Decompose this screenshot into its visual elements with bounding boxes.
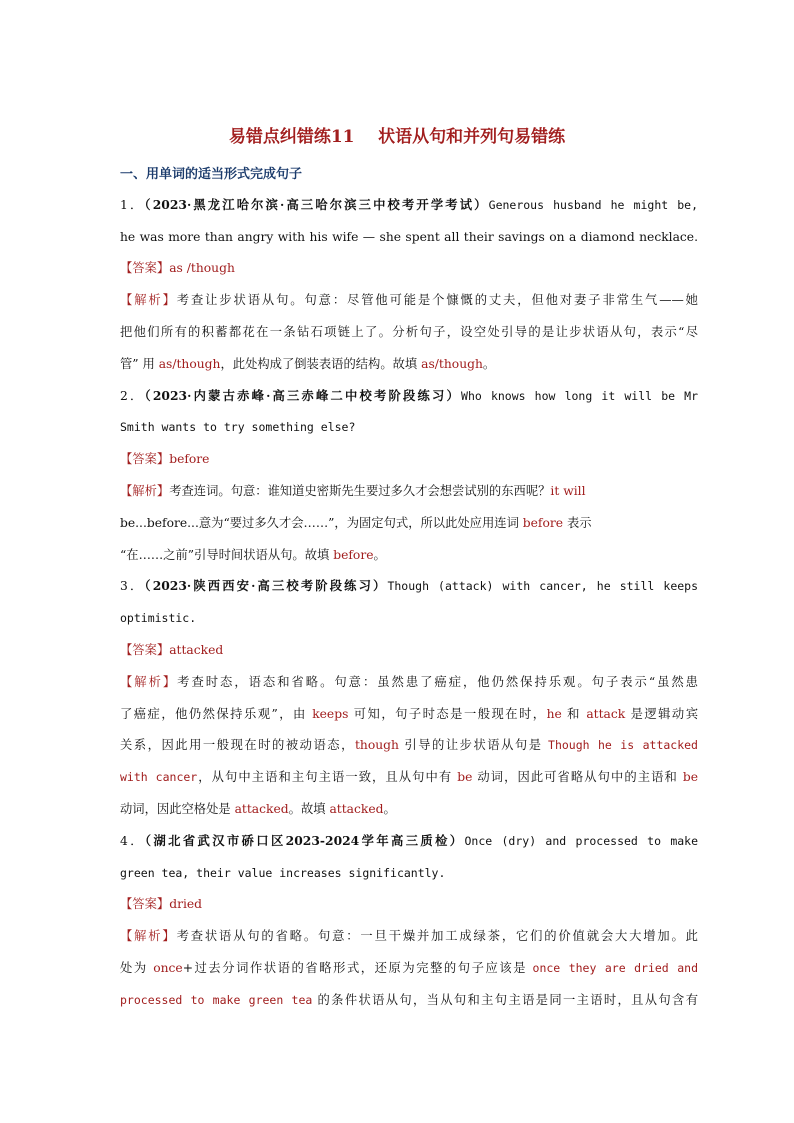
q3-analysis-2: 了癌症，他仍然保持乐观”，由 keeps 可知，句子时态是一般现在时，he 和 attack 是逻辑动宾 (120, 707, 698, 721)
q2-analysis-3: “在……之前”引导时间状语从句。故填 before。 (120, 548, 386, 562)
q1-text-1: Generous husband he might be, (488, 198, 699, 212)
q3-line-1: 3．（2023·陕西西安·高三校考阶段练习）Though (attack) with cancer, he still keeps (120, 578, 699, 593)
q1-line-1: 1．（2023·黑龙江哈尔滨·高三哈尔滨三中校考开学考试）Generous husband he might be, (120, 197, 699, 212)
q3-analysis-4: with cancer，从句中主语和主句主语一致，且从句中有 be 动词，因此可省略从句中的主语和 be (120, 770, 698, 784)
q3-analysis-1: 【解析】考查时态，语态和省略。句意：虽然患了癌症，他仍然保持乐观。句子表示“虽然患 (120, 675, 698, 689)
q2-analysis-2: be...before...意为“要过多久才会……”，为固定句式，所以此处应用连词 before 表示 (120, 516, 592, 530)
q3-line-2: optimistic. (120, 611, 197, 625)
q1-line-2 (120, 228, 698, 246)
section-heading: 一、用单词的适当形式完成句子 (120, 167, 303, 182)
q4-line-2: green tea, their value increases significantly. (120, 866, 446, 880)
q4-source: （湖北省武汉市硚口区2023-2024学年高三质检） (144, 833, 465, 848)
q4-line-1: 4．（湖北省武汉市硚口区2023-2024学年高三质检）Once (dry) and processed to make (120, 833, 699, 848)
q1-source: （2023·黑龙江哈尔滨·高三哈尔滨三中校考开学考试） (144, 197, 489, 212)
q3-analysis-5: 动词，因此空格处是 attacked。故填 attacked。 (120, 802, 396, 816)
q1-text-2: he was more than angry with his wife — she spent all their savings on a diamond necklace. (120, 230, 698, 244)
q3-source: （2023·陕西西安·高三校考阶段练习） (144, 578, 388, 593)
q4-answer: 【答案】dried (120, 897, 203, 911)
q2-analysis-1: 【解析】考查连词。句意：谁知道史密斯先生要过多久才会想尝试别的东西呢？it will (120, 484, 586, 498)
q2-line-2: Smith wants to try something else? (120, 420, 356, 434)
q1-analysis-1: 【解析】考查让步状语从句。句意：尽管他可能是个慷慨的丈夫，但他对妻子非常生气——她 (120, 293, 698, 307)
page-title: 易错点纠错练11 状语从句和并列句易错练 (228, 127, 566, 147)
q2-source: （2023·内蒙古赤峰·高三赤峰二中校考阶段练习） (144, 388, 462, 403)
q3-answer: 【答案】attacked (120, 643, 224, 657)
q2-line-1: 2．（2023·内蒙古赤峰·高三赤峰二中校考阶段练习）Who knows how long it will be Mr (120, 388, 699, 403)
q2-answer: 【答案】before (120, 452, 210, 466)
q4-analysis-1: 【解析】考查状语从句的省略。句意：一旦干燥并加工成绿茶，它们的价值就会大大增加。此 (120, 929, 698, 943)
q4-analysis-3: processed to make green tea 的条件状语从句，当从句和主句主语是同一主语时，且从句含有 (120, 993, 698, 1007)
q1-analysis-2: 把他们所有的积蓄都花在一条钻石项链上了。分析句子，设空处引导的是让步状语从句，表示“尽 (120, 325, 698, 339)
q1-answer: 【答案】as /though (120, 261, 235, 275)
q3-analysis-3: 关系，因此用一般现在时的被动语态，though 引导的让步状语从句是 Though he is attacked (120, 738, 698, 752)
q1-analysis-3: 管” 用 as/though，此处构成了倒装表语的结构。故填 as/though。 (120, 357, 496, 371)
q4-analysis-2: 处为 once+过去分词作状语的省略形式，还原为完整的句子应该是 once they are dried and (120, 961, 698, 975)
